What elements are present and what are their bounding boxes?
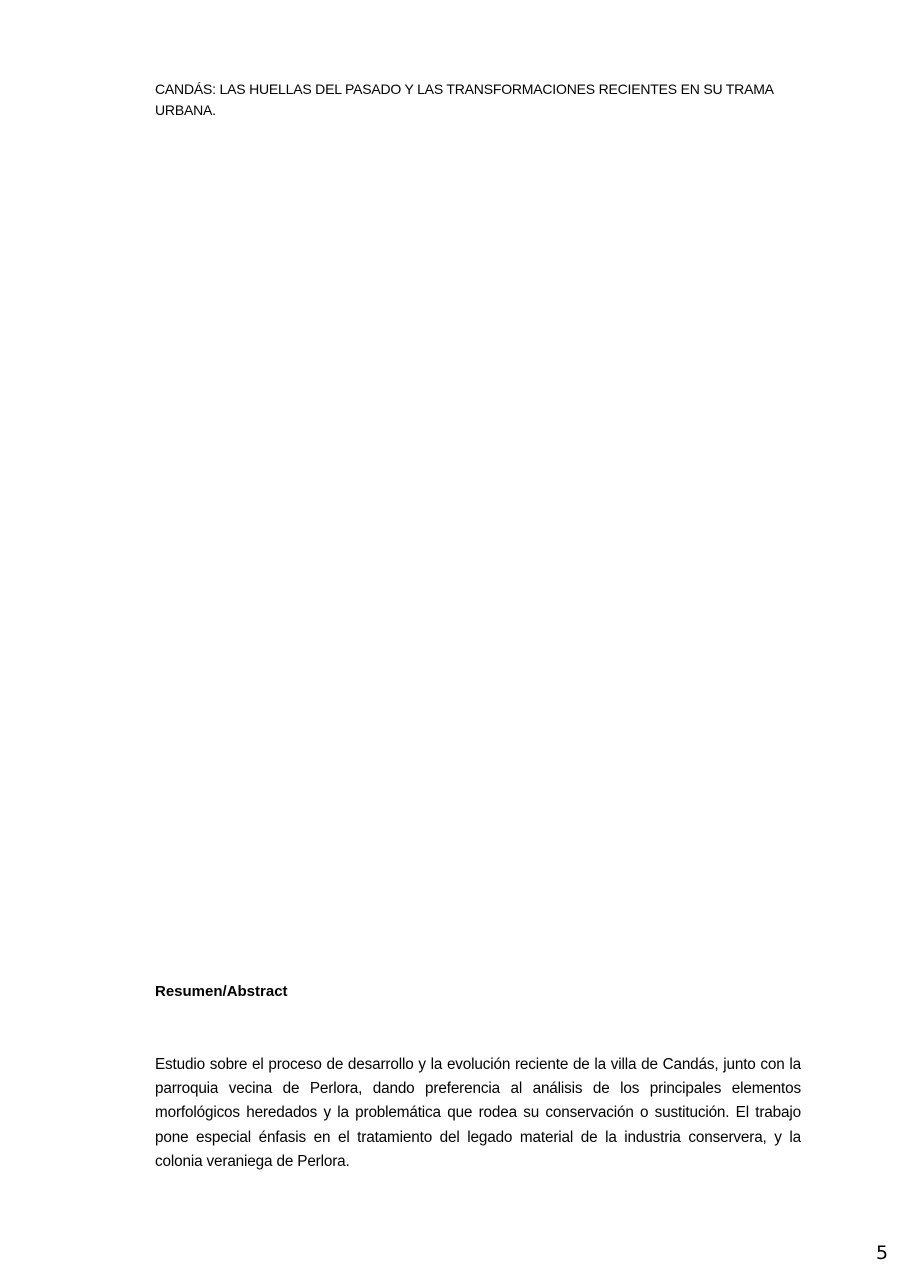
abstract-heading: Resumen/Abstract <box>155 983 288 1000</box>
page-number: 5 <box>876 1242 889 1264</box>
document-title: CANDÁS: LAS HUELLAS DEL PASADO Y LAS TRANSFORMACIONES RECIENTES EN SU TRAMA URBANA. <box>155 81 774 118</box>
abstract-paragraph: Estudio sobre el proceso de desarrollo y la evolución reciente de la villa de Candás, junto con la parroquia vecina de Perlora, dando preferencia al análisis de los principales elementos morfológicos heredados y la problemática que rodea su conservación o sustitución. El trabajo pone especial énfasis en el tratamiento del legado material de la industria conservera, y la colonia veraniega de Perlora. <box>155 1056 801 1170</box>
